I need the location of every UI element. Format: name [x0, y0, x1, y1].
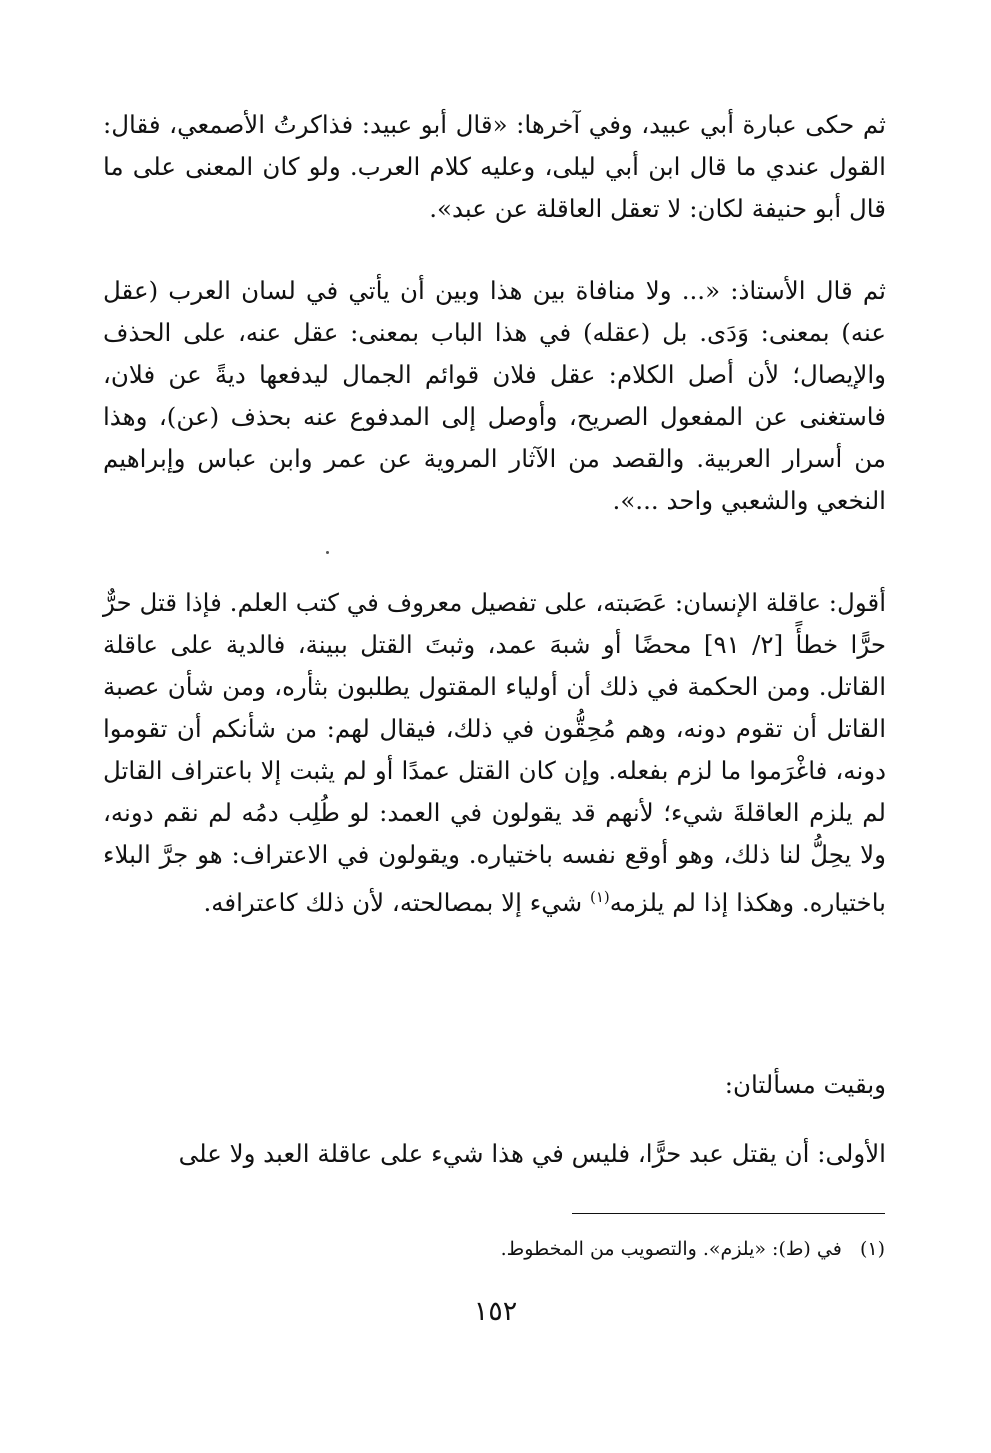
paragraph-aqilah-body: أقول: عاقلة الإنسان: عَصَبته، على تفصيل معروف في كتب العلم. فإذا قتل حرٌّ حرًّا خطأً [٢/ ٩١] محضًا أو شبهَ عمد، وثبتَ القتل ببينة، فالدية على عاقلة القاتل. ومن الحكمة في ذلك أن أولياء المقتول يطلبون بثأره، ومن شأن عصبة القاتل أن تقوم دونه، وهم مُحِقُّون في ذلك، فيقال لهم: من شأنكم أن تقوموا دونه، فاغْرَموا ما لزم بفعله. وإن كان القتل عمدًا أو لم يثبت إلا باعتراف القاتل لم يلزم العاقلةَ شيء؛ لأنهم قد يقولون في العمد: لو طُلِب دمُه لم نقم دونه، ولا يحِلُّ لنا ذلك، وهو أوقع نفسه باختياره. ويقولون في الاعتراف: هو جرَّ البلاء باختياره. وهكذا إذا لم يلزمه [103, 588, 887, 918]
footnote-divider [572, 1213, 885, 1214]
paragraph-aqilah-explanation [103, 582, 886, 924]
paragraph-first-issue: الأولى: أن يقتل عبد حرًّا، فليس في هذا شيء على عاقلة العبد ولا على [178, 1139, 886, 1168]
footnote-text: في (ط): «يلزم». والتصويب من المخطوط. [500, 1238, 842, 1260]
footnote-reference: (١) [589, 888, 610, 906]
paragraph-quote-abu-ubayd: ثم حكى عبارة أبي عبيد، وفي آخرها: «قال أبو عبيد: فذاكرتُ الأصمعي، فقال: القول عندي ما قال ابن أبي ليلى، وعليه كلام العرب. ولو كان المعنى على ما قال أبو حنيفة لكان: لا تعقل العاقلة عن عبد». [103, 110, 886, 223]
ink-speck [326, 551, 329, 554]
page-number: ١٥٢ [473, 1296, 518, 1327]
paragraph-ustadh-quote: ثم قال الأستاذ: «... ولا منافاة بين هذا وبين أن يأتي في لسان العرب (عقل عنه) بمعنى: وَدَى. بل (عقله) في هذا الباب بمعنى: عقل عنه، على الحذف والإيصال؛ لأن أصل الكلام: عقل فلان قوائم الجمال ليدفعها ديةً عن فلان، فاستغنى عن المفعول الصريح، وأوصل إلى المدفوع عنه بحذف (عن)، وهذا من أسرار العربية. والقصد من الآثار المروية عن عمر وابن عباس وإبراهيم النخعي والشعبي واحد ...». [103, 276, 886, 515]
footnote [300, 1234, 885, 1264]
footnote-number: (١) [859, 1238, 885, 1260]
paragraph-two-issues: وبقيت مسألتان: [724, 1070, 886, 1099]
paragraph-aqilah-tail: شيء إلا بمصالحته، لأن ذلك كاعترافه. [203, 888, 590, 918]
